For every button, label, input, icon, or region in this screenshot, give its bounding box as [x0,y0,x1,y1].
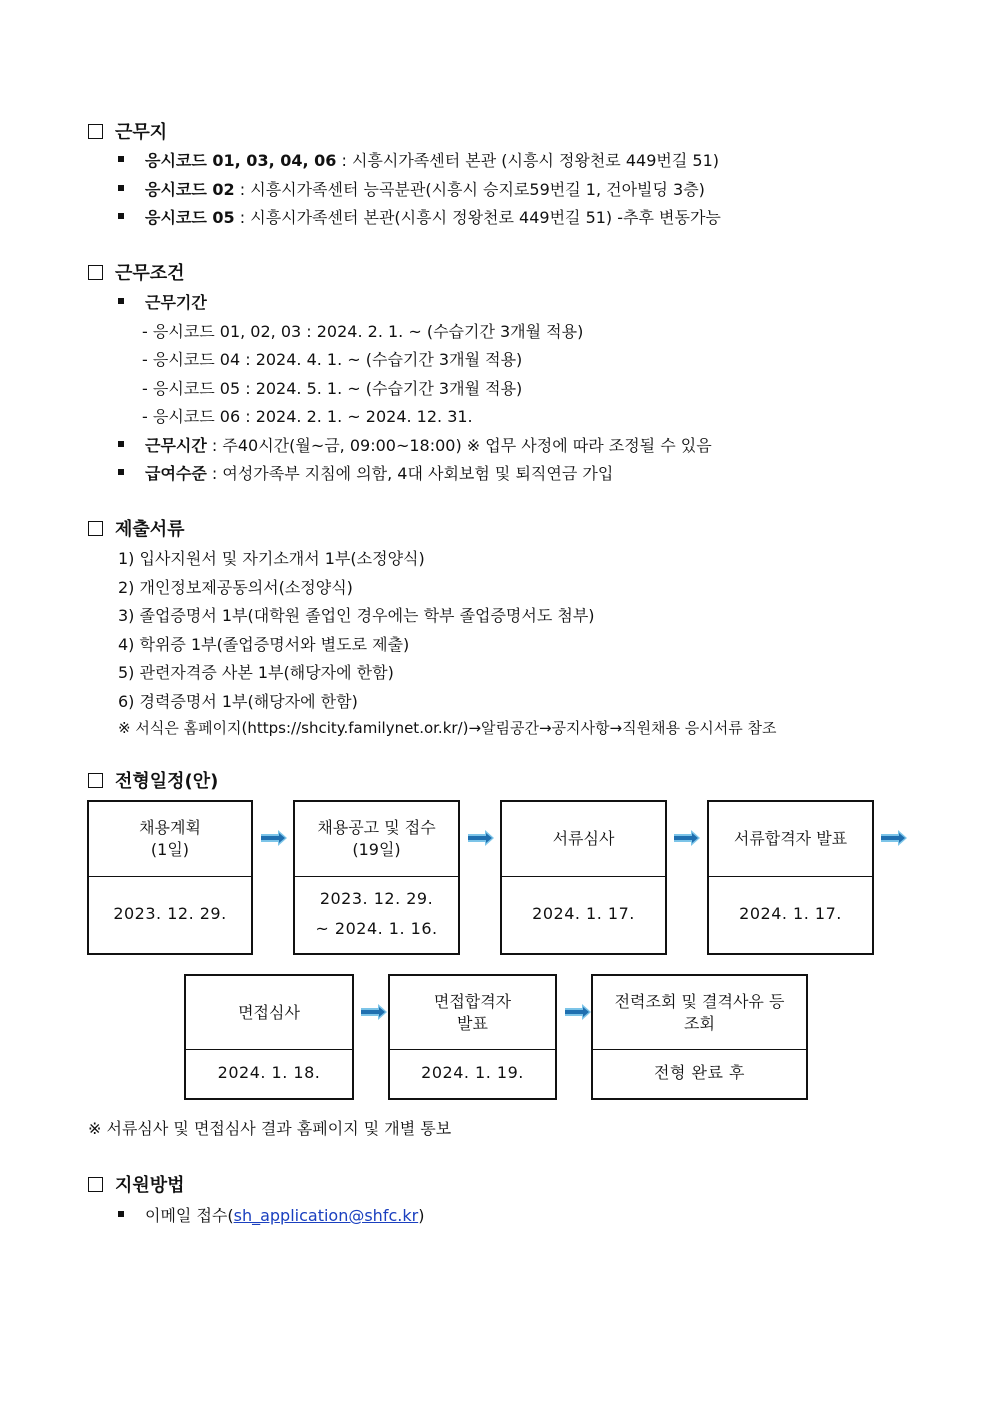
document-item: 5) 관련자격증 사본 1부(해당자에 한함) [118,663,394,682]
step-date: 2023. 12. 29. ~ 2024. 1. 16. [315,888,438,938]
document-item: 2) 개인정보제공동의서(소정양식) [118,578,353,597]
section-title-text: 지원방법 [115,1175,185,1196]
schedule-step-box [87,800,253,955]
period-item: - 응시코드 04 : 2024. 4. 1. ~ (수습기간 3개월 적용) [142,350,523,369]
period-label: 근무기간 [145,293,207,312]
item-text: : 시흥시가족센터 본관 (시흥시 정왕천로 449번길 51) [336,151,719,170]
item-text: : 시흥시가족센터 능곡분관(시흥시 승지로59번길 1, 건아빌딩 3층) [234,180,705,199]
section-title-documents [88,515,185,541]
right-arrow-icon [261,830,287,846]
workplace-item [145,177,705,200]
document-item: 4) 학위증 1부(졸업증명서와 별도로 제출) [118,635,410,654]
apply-text: 이메일 접수( [145,1206,234,1225]
hours-label: 근무시간 [145,436,207,455]
step-name: 면접합격자 발표 [390,976,555,1050]
hours-item [145,433,712,456]
document-item: 1) 입사지원서 및 자기소개서 1부(소정양식) [118,549,425,568]
schedule-note: ※ 서류심사 및 면접심사 결과 홈페이지 및 개별 통보 [88,1119,452,1138]
step-name: 서류합격자 발표 [709,802,872,877]
right-arrow-icon [881,830,907,846]
step-name: 채용공고 및 접수 (19일) [295,802,458,877]
bullet-icon [118,441,124,447]
step-name: 전력조회 및 결격사유 등 조회 [593,976,806,1050]
schedule-step-box [591,974,808,1100]
checkbox-square-icon [88,521,103,536]
schedule-step-box [388,974,557,1100]
step-name: 면접심사 [186,976,352,1050]
right-arrow-icon [468,830,494,846]
section-title-text: 근무조건 [115,263,185,284]
section-title-text: 제출서류 [115,519,185,540]
email-link[interactable]: sh_application@shfc.kr [233,1206,419,1225]
bullet-icon [118,213,124,219]
workplace-item [145,205,721,228]
document-item: 3) 졸업증명서 1부(대학원 졸업인 경우에는 학부 졸업증명서도 첨부) [118,606,595,625]
period-item: - 응시코드 06 : 2024. 2. 1. ~ 2024. 12. 31. [142,407,473,426]
item-label: 응시코드 01, 03, 04, 06 [145,151,337,170]
apply-text-end: ) [418,1206,425,1225]
apply-item [145,1203,424,1226]
section-title-conditions [88,259,185,285]
step-date: 2024. 1. 17. [739,903,842,923]
bullet-icon [118,298,124,304]
section-title-text: 근무지 [115,122,168,143]
right-arrow-icon [565,1004,591,1020]
right-arrow-icon [674,830,700,846]
period-item: - 응시코드 01, 02, 03 : 2024. 2. 1. ~ (수습기간 3개월 적용) [142,322,584,341]
bullet-icon [118,185,124,191]
schedule-step-box [500,800,667,955]
section-title-apply [88,1171,185,1197]
item-text: : 시흥시가족센터 본관(시흥시 정왕천로 449번길 51) -추후 변동가능 [234,208,721,227]
salary-item [145,461,613,484]
salary-text: : 여성가족부 지침에 의함, 4대 사회보험 및 퇴직연금 가입 [206,464,614,483]
section-title-schedule [88,767,218,793]
document-item: 6) 경력증명서 1부(해당자에 한함) [118,692,358,711]
section-title-text: 전형일정(안) [115,771,219,792]
step-date: 2024. 1. 19. [421,1062,524,1082]
step-name: 채용계획 (1일) [89,802,251,877]
checkbox-square-icon [88,124,103,139]
bullet-icon [118,469,124,475]
item-label: 응시코드 05 [145,208,235,227]
hours-text: : 주40시간(월~금, 09:00~18:00) ※ 업무 사정에 따라 조정될 수 있음 [206,436,712,455]
checkbox-square-icon [88,773,103,788]
workplace-item [145,148,719,171]
checkbox-square-icon [88,1177,103,1192]
schedule-step-box [707,800,874,955]
step-date: 2024. 1. 18. [217,1062,321,1082]
salary-label: 급여수준 [145,464,207,483]
checkbox-square-icon [88,265,103,280]
section-title-workplace [88,118,167,144]
step-date: 2024. 1. 17. [532,903,635,923]
period-item: - 응시코드 05 : 2024. 5. 1. ~ (수습기간 3개월 적용) [142,379,523,398]
schedule-step-box [293,800,460,955]
item-label: 응시코드 02 [145,180,235,199]
bullet-icon [118,1211,124,1217]
step-date: 전형 완료 후 [654,1062,745,1082]
step-name: 서류심사 [502,802,665,877]
bullet-icon [118,156,124,162]
documents-note: ※ 서식은 홈페이지(https://shcity.familynet.or.kr/)→알림공간→공지사항→직원채용 응시서류 참조 [118,719,777,737]
schedule-step-box [184,974,354,1100]
right-arrow-icon [361,1004,387,1020]
step-date: 2023. 12. 29. [113,903,227,923]
